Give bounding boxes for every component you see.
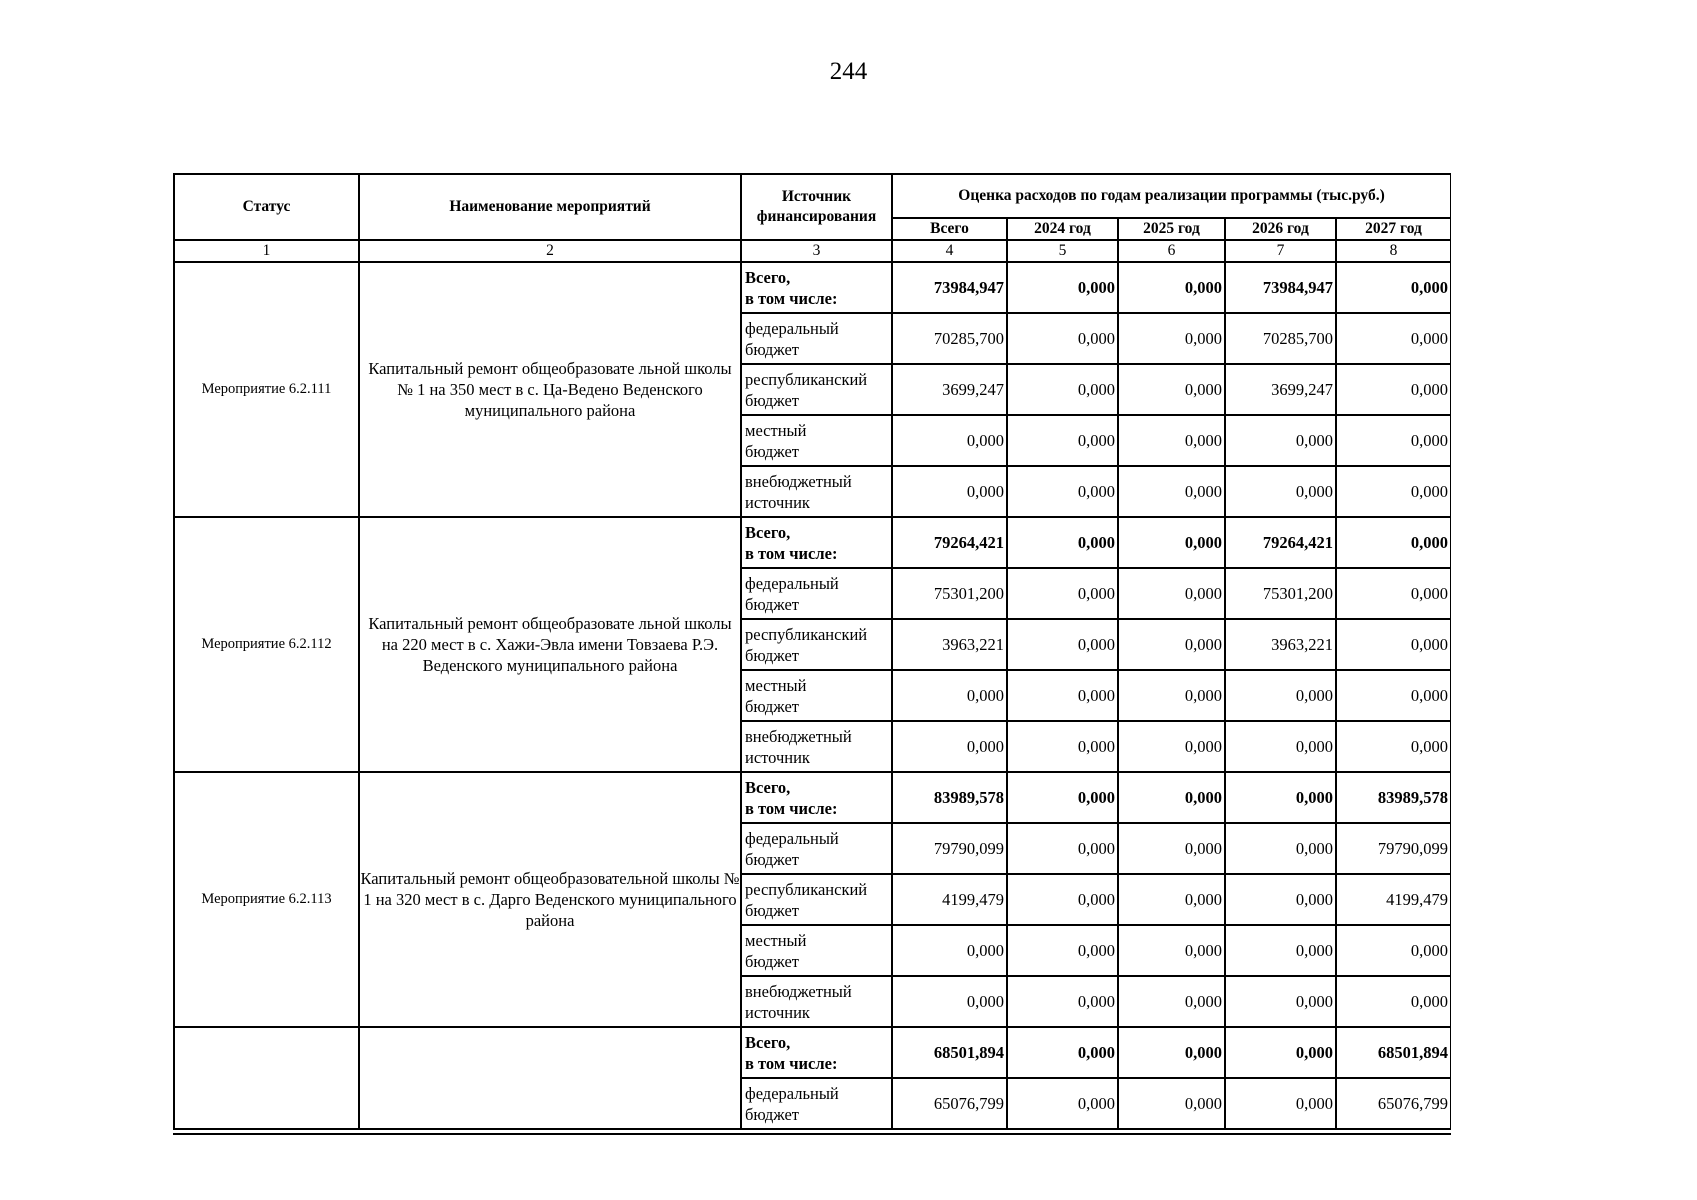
header-estimate: Оценка расходов по годам реализации программы (тыс.руб.) <box>892 174 1451 218</box>
amount-cell: 75301,200 <box>1225 568 1336 619</box>
funding-source-cell: внебюджетный источник <box>741 976 892 1027</box>
budget-table-body <box>174 240 1451 1129</box>
amount-cell: 4199,479 <box>1336 874 1451 925</box>
amount-cell: 4199,479 <box>892 874 1007 925</box>
funding-source-cell: республиканский бюджет <box>741 364 892 415</box>
amount-cell: 0,000 <box>1007 364 1118 415</box>
amount-cell: 0,000 <box>1336 466 1451 517</box>
amount-cell: 0,000 <box>1007 823 1118 874</box>
table-row-total <box>174 517 1451 568</box>
header-source: Источник финансирования <box>741 174 892 240</box>
amount-cell: 0,000 <box>1007 772 1118 823</box>
column-number: 2 <box>359 240 741 262</box>
amount-cell: 0,000 <box>1007 976 1118 1027</box>
amount-cell: 0,000 <box>1007 721 1118 772</box>
measure-name-cell: Капитальный ремонт общеобразовате льной школы на 220 мест в с. Хажи-Эвла имени Товзаева Р.Э. Веденского муниципального района <box>359 517 741 772</box>
measure-name-cell: Капитальный ремонт общеобразовате льной школы № 1 на 350 мест в с. Ца-Ведено Веденского муниципального района <box>359 262 741 517</box>
amount-cell: 0,000 <box>1118 619 1225 670</box>
page-number: 244 <box>829 58 868 85</box>
amount-cell: 0,000 <box>1336 415 1451 466</box>
amount-cell: 0,000 <box>1336 619 1451 670</box>
amount-cell: 0,000 <box>1118 1078 1225 1129</box>
measure-name-cell: Капитальный ремонт общеобразовательной школы № 1 на 320 мест в с. Дарго Веденского муниципального района <box>359 772 741 1027</box>
amount-cell: 0,000 <box>1007 415 1118 466</box>
amount-cell: 83989,578 <box>1336 772 1451 823</box>
amount-cell: 83989,578 <box>892 772 1007 823</box>
amount-cell: 0,000 <box>1007 1027 1118 1078</box>
funding-source-cell: федеральный бюджет <box>741 313 892 364</box>
column-number: 7 <box>1225 240 1336 262</box>
amount-cell: 0,000 <box>1225 1078 1336 1129</box>
amount-cell: 0,000 <box>1118 976 1225 1027</box>
funding-source-cell: Всего, в том числе: <box>741 772 892 823</box>
column-number: 8 <box>1336 240 1451 262</box>
amount-cell: 3699,247 <box>892 364 1007 415</box>
column-number: 5 <box>1007 240 1118 262</box>
amount-cell: 0,000 <box>1225 925 1336 976</box>
amount-cell: 0,000 <box>1225 874 1336 925</box>
amount-cell: 0,000 <box>1118 517 1225 568</box>
amount-cell: 0,000 <box>1336 517 1451 568</box>
amount-cell: 70285,700 <box>892 313 1007 364</box>
funding-source-cell: федеральный бюджет <box>741 823 892 874</box>
amount-cell: 0,000 <box>1225 415 1336 466</box>
amount-cell: 0,000 <box>1007 619 1118 670</box>
amount-cell: 0,000 <box>1225 976 1336 1027</box>
amount-cell: 70285,700 <box>1225 313 1336 364</box>
amount-cell: 73984,947 <box>892 262 1007 313</box>
amount-cell: 0,000 <box>1336 670 1451 721</box>
amount-cell: 0,000 <box>1007 568 1118 619</box>
budget-table <box>173 173 1451 1130</box>
amount-cell: 0,000 <box>892 925 1007 976</box>
measure-name-cell <box>359 1027 741 1129</box>
funding-source-cell: внебюджетный источник <box>741 721 892 772</box>
funding-source-cell: федеральный бюджет <box>741 568 892 619</box>
table-row-total <box>174 772 1451 823</box>
amount-cell: 68501,894 <box>892 1027 1007 1078</box>
column-number: 1 <box>174 240 359 262</box>
column-number: 3 <box>741 240 892 262</box>
amount-cell: 0,000 <box>1118 568 1225 619</box>
amount-cell: 0,000 <box>1118 364 1225 415</box>
header-2025: 2025 год <box>1118 218 1225 240</box>
amount-cell: 79264,421 <box>1225 517 1336 568</box>
amount-cell: 0,000 <box>1336 721 1451 772</box>
amount-cell: 0,000 <box>1118 313 1225 364</box>
table-row-total <box>174 1027 1451 1078</box>
funding-source-cell: внебюджетный источник <box>741 466 892 517</box>
header-2027: 2027 год <box>1336 218 1451 240</box>
amount-cell: 0,000 <box>1118 874 1225 925</box>
amount-cell: 0,000 <box>1225 721 1336 772</box>
header-total: Всего <box>892 218 1007 240</box>
amount-cell: 0,000 <box>1225 772 1336 823</box>
amount-cell: 0,000 <box>1225 670 1336 721</box>
header-2024: 2024 год <box>1007 218 1118 240</box>
funding-source-cell: местный бюджет <box>741 670 892 721</box>
column-number-row <box>174 240 1451 262</box>
budget-table-viewport <box>173 173 1451 1135</box>
amount-cell: 0,000 <box>892 976 1007 1027</box>
status-cell: Мероприятие 6.2.111 <box>174 262 359 517</box>
funding-source-cell: Всего, в том числе: <box>741 1027 892 1078</box>
amount-cell: 0,000 <box>892 466 1007 517</box>
amount-cell: 0,000 <box>1007 262 1118 313</box>
amount-cell: 0,000 <box>1225 823 1336 874</box>
amount-cell: 65076,799 <box>892 1078 1007 1129</box>
amount-cell: 3963,221 <box>892 619 1007 670</box>
amount-cell: 0,000 <box>1118 721 1225 772</box>
funding-source-cell: Всего, в том числе: <box>741 517 892 568</box>
amount-cell: 75301,200 <box>892 568 1007 619</box>
amount-cell: 0,000 <box>1007 874 1118 925</box>
table-row-total <box>174 262 1451 313</box>
funding-source-cell: республиканский бюджет <box>741 874 892 925</box>
amount-cell: 0,000 <box>1118 823 1225 874</box>
amount-cell: 0,000 <box>1118 1027 1225 1078</box>
header-status: Статус <box>174 174 359 240</box>
amount-cell: 79790,099 <box>892 823 1007 874</box>
amount-cell: 0,000 <box>1118 466 1225 517</box>
funding-source-cell: местный бюджет <box>741 925 892 976</box>
amount-cell: 0,000 <box>1007 925 1118 976</box>
amount-cell: 0,000 <box>1118 670 1225 721</box>
amount-cell: 3963,221 <box>1225 619 1336 670</box>
amount-cell: 0,000 <box>1336 313 1451 364</box>
funding-source-cell: республиканский бюджет <box>741 619 892 670</box>
amount-cell: 0,000 <box>1118 415 1225 466</box>
amount-cell: 0,000 <box>1225 466 1336 517</box>
header-2026: 2026 год <box>1225 218 1336 240</box>
amount-cell: 79264,421 <box>892 517 1007 568</box>
amount-cell: 0,000 <box>1118 262 1225 313</box>
header-name: Наименование мероприятий <box>359 174 741 240</box>
status-cell: Мероприятие 6.2.112 <box>174 517 359 772</box>
amount-cell: 0,000 <box>1007 1078 1118 1129</box>
amount-cell: 0,000 <box>1118 772 1225 823</box>
amount-cell: 0,000 <box>1336 364 1451 415</box>
amount-cell: 0,000 <box>1007 466 1118 517</box>
amount-cell: 68501,894 <box>1336 1027 1451 1078</box>
amount-cell: 0,000 <box>1007 517 1118 568</box>
status-cell <box>174 1027 359 1129</box>
funding-source-cell: федеральный бюджет <box>741 1078 892 1129</box>
amount-cell: 0,000 <box>1225 1027 1336 1078</box>
amount-cell: 0,000 <box>1118 925 1225 976</box>
amount-cell: 79790,099 <box>1336 823 1451 874</box>
amount-cell: 0,000 <box>892 670 1007 721</box>
amount-cell: 0,000 <box>892 415 1007 466</box>
column-number: 6 <box>1118 240 1225 262</box>
amount-cell: 0,000 <box>1336 568 1451 619</box>
amount-cell: 0,000 <box>1336 925 1451 976</box>
funding-source-cell: Всего, в том числе: <box>741 262 892 313</box>
status-cell: Мероприятие 6.2.113 <box>174 772 359 1027</box>
amount-cell: 0,000 <box>892 721 1007 772</box>
amount-cell: 3699,247 <box>1225 364 1336 415</box>
amount-cell: 0,000 <box>1336 262 1451 313</box>
amount-cell: 73984,947 <box>1225 262 1336 313</box>
column-number: 4 <box>892 240 1007 262</box>
amount-cell: 0,000 <box>1007 313 1118 364</box>
funding-source-cell: местный бюджет <box>741 415 892 466</box>
amount-cell: 65076,799 <box>1336 1078 1451 1129</box>
amount-cell: 0,000 <box>1336 976 1451 1027</box>
amount-cell: 0,000 <box>1007 670 1118 721</box>
